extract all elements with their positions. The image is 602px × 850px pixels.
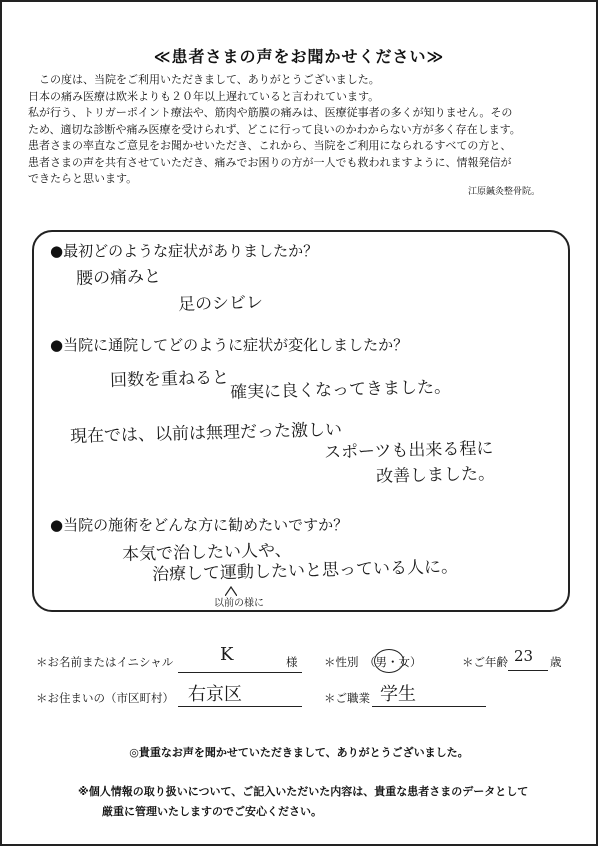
question-1-label: ●最初どのような症状がありましたか？: [50, 242, 319, 260]
clinic-name: 江原鍼灸整骨院。: [467, 187, 540, 197]
name-value: K: [220, 644, 234, 665]
address-label: ＊お住まいの（市区町村）: [36, 691, 174, 705]
name-underline: [178, 672, 302, 673]
privacy-line: 厳重に管理いたしますのでご安心ください。: [102, 805, 322, 818]
address-underline: [178, 706, 302, 707]
intro-line: 私が行う、トリガーポイント療法や、筋肉や筋膜の痛みは、医療従事者の多くが知りません。その: [28, 106, 513, 119]
answer-1-line: 腰の痛みと: [75, 266, 162, 289]
question-3-label: ●当院の施術をどんな方に勧めたいですか？: [50, 516, 349, 534]
intro-line: 日本の痛み医療は欧米よりも２０年以上遅れていると言われています。: [28, 89, 380, 103]
age-underline: [508, 670, 548, 671]
answer-2-line: 回数を重ねると: [109, 367, 230, 391]
intro-line: この度は、当院をご利用いただきまして、ありがとうございました。: [39, 73, 380, 86]
sex-options: （男・女）: [364, 655, 422, 669]
occupation-underline: [372, 706, 486, 707]
answer-3-line: 本気で治したい人や、: [121, 540, 292, 565]
answer-3-insertion: 以前の様に: [214, 598, 264, 609]
address-value: 右京区: [188, 684, 242, 705]
intro-line: 患者さまの率直なご意見をお聞かせいただき、これから、当院をご利用になられるすべての方と、: [28, 139, 512, 152]
age-label: ＊ご年齢: [462, 655, 508, 669]
thanks-note: ◎貴重なお声を聞かせていただきまして、ありがとうございました。: [129, 746, 469, 759]
privacy-note: [78, 782, 528, 822]
question-2-label: ●当院に通院してどのように症状が変化しましたか？: [50, 336, 409, 354]
answer-2-line: スポーツも出来る程に: [323, 438, 494, 463]
page-title: ≪患者さまの声をお聞かせください≫: [153, 47, 445, 66]
age-value: 23: [514, 647, 534, 665]
privacy-line: ※個人情報の取り扱いについて、ご記入いただいた内容は、貴重な患者さまのデータとして: [78, 785, 529, 798]
intro-text: [28, 72, 580, 188]
answer-2-line: 改善しました。: [375, 463, 496, 487]
intro-line: 患者さまの声を共有させていただき、痛みでお困りの方が一人でも救われますように、情報発信が: [28, 155, 512, 169]
name-label: ＊お名前またはイニシャル: [36, 655, 174, 669]
occupation-label: ＊ご職業: [324, 691, 370, 705]
intro-line: ため、適切な診断や痛み医療を受けられず、どこに行って良いのかわからない方が多く存在します。: [28, 122, 521, 136]
age-suffix: 歳: [550, 655, 562, 669]
answer-3-line: 治療して運動したいと思っている人に。: [151, 556, 459, 585]
name-suffix: 様: [286, 655, 298, 669]
male-selected-circle: [374, 649, 404, 673]
answer-1-line: 足のシビレ: [177, 292, 264, 315]
sex-label: ＊性別: [324, 655, 359, 669]
intro-line: できたらと思います。: [28, 172, 138, 185]
answer-2-line: 確実に良くなってきました。: [229, 377, 452, 403]
answer-2-line: 現在では、以前は無理だった激しい: [69, 419, 343, 447]
occupation-value: 学生: [380, 684, 416, 705]
